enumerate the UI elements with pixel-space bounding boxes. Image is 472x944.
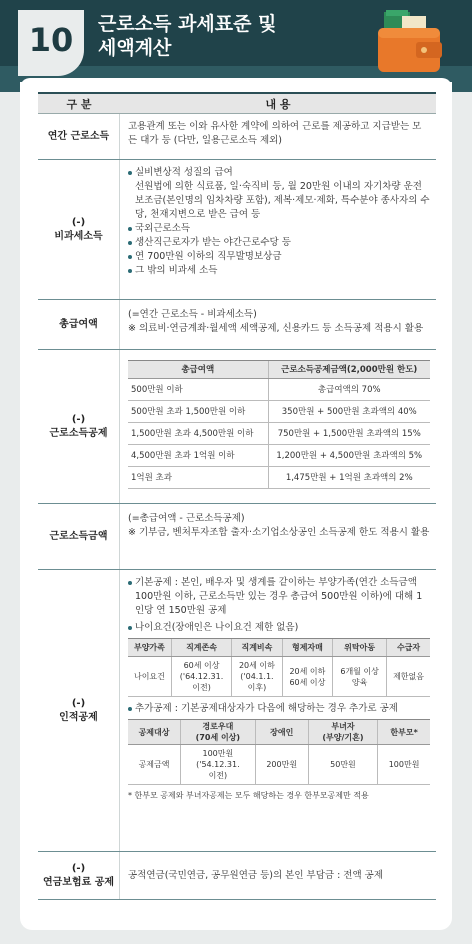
row-content: 고용관계 또는 이와 유사한 계약에 의하여 근로를 제공하고 지급받는 모든 대가 등 (다만, 일용근로소득 제외) <box>128 121 422 146</box>
row-label <box>38 350 120 503</box>
table-cell: 1,475만원 + 1억원 초과액의 2% <box>268 467 430 489</box>
header-category: 구 분 <box>66 97 92 111</box>
table-row <box>128 467 430 489</box>
table-cell: 750만원 + 1,500만원 초과액의 15% <box>268 423 430 445</box>
row-label: 연간 근로소득 <box>38 114 120 159</box>
table-cell: 350만원 + 500만원 초과액의 40% <box>268 401 430 423</box>
age-requirement-table <box>128 638 430 697</box>
column-header: 부양가족 <box>128 639 171 657</box>
table-header <box>38 92 436 114</box>
table-cell: 100만원 ('54.12.31. 이전) <box>181 745 256 785</box>
section-number: 10 <box>28 21 74 59</box>
label-text: 인적공제 <box>59 711 98 723</box>
table-cell: 500만원 초과 1,500만원 이하 <box>128 401 268 423</box>
content-note: ※ 의료비·연금계좌·월세액 세액공제, 신용카드 등 소득공제 적용시 활용 <box>128 323 424 334</box>
table-cell: 공제금액 <box>128 745 181 785</box>
row-content <box>120 570 436 851</box>
page-title-line2: 세액계산 <box>98 37 172 59</box>
content-line: (=총급여액 - 근로소득공제) <box>128 513 245 524</box>
label-prefix: (-) <box>71 862 86 874</box>
table-cell: 1,500만원 초과 4,500만원 이하 <box>128 423 268 445</box>
table-row <box>128 657 430 697</box>
label-text: 비과세소득 <box>54 230 103 242</box>
content-note: ※ 기부금, 벤처투자조합 출자·소기업소상공인 소득공제 한도 적용시 활용 <box>128 527 430 538</box>
row-content <box>120 350 436 503</box>
table-row <box>128 445 430 467</box>
section-number-badge <box>18 10 84 76</box>
wallet-icon <box>372 6 452 78</box>
row-label <box>38 570 120 851</box>
column-header: 직계존속 <box>171 639 231 657</box>
row-content: 공적연금(국민연금, 공무원연금 등)의 본인 부담금 : 전액 공제 <box>128 869 384 881</box>
table-row <box>128 745 430 785</box>
row-annual-income <box>38 114 436 160</box>
header-content: 내 용 <box>265 97 291 111</box>
row-content <box>120 300 436 349</box>
table-cell: 20세 이하 60세 이상 <box>282 657 333 697</box>
row-earned-income <box>38 504 436 570</box>
row-non-taxable <box>38 160 436 300</box>
table-cell: 1억원 초과 <box>128 467 268 489</box>
column-header: 부녀자 (부양/기혼) <box>308 720 377 745</box>
row-personal-deduction <box>38 570 436 852</box>
row-gross-pay <box>38 300 436 350</box>
table-cell: 제한없음 <box>387 657 430 697</box>
table-row <box>128 379 430 401</box>
column-header: 근로소득공제금액(2,000만원 한도) <box>268 361 430 379</box>
footnote: * 한부모 공제와 부녀자공제는 모두 해당하는 경우 한부모공제만 적용 <box>128 791 369 800</box>
list-item: 연 700만원 이하의 직무발명보상금 <box>128 250 430 264</box>
table-cell: 200만원 <box>255 745 308 785</box>
table-cell: 나이요건 <box>128 657 171 697</box>
label-text: 연금보험료 공제 <box>42 876 115 888</box>
column-header: 위탁아동 <box>333 639 387 657</box>
label-text: 근로소득공제 <box>49 427 108 439</box>
table-cell: 20세 이하 ('04.1.1. 이후) <box>232 657 283 697</box>
label-prefix: (-) <box>71 413 86 425</box>
list-item: 국외근로소득 <box>128 222 430 236</box>
column-header: 장애인 <box>255 720 308 745</box>
row-label: 총급여액 <box>38 300 120 349</box>
list-item-detail: 선원법에 의한 식료품, 일·숙직비 등, 월 20만원 이내의 자기차량 운전 보조금(본인명의 임차차량 포함), 제복·제모·제화, 특수분야 종사자의 수당, 천재지변으로 받은 급여 등 <box>135 181 430 220</box>
row-content <box>120 504 436 569</box>
row-label <box>38 852 120 899</box>
table-cell: 100만원 <box>378 745 430 785</box>
table-cell: 6개월 이상 양육 <box>333 657 387 697</box>
row-content <box>120 160 436 299</box>
table-cell: 총급여액의 70% <box>268 379 430 401</box>
list-item: 추가공제 : 기본공제대상자가 다음에 해당하는 경우 추가로 공제 <box>128 702 430 716</box>
content-line: (=연간 근로소득 - 비과세소득) <box>128 309 257 320</box>
table-cell: 500만원 이하 <box>128 379 268 401</box>
table-row <box>128 423 430 445</box>
column-header: 수급자 <box>387 639 430 657</box>
list-item: 생산직근로자가 받는 야간근로수당 등 <box>128 236 430 250</box>
column-header: 총급여액 <box>128 361 268 379</box>
table-cell: 4,500만원 초과 1억원 이하 <box>128 445 268 467</box>
page-title <box>98 12 276 60</box>
label-prefix: (-) <box>71 697 86 709</box>
table-cell: 60세 이상 ('64.12.31. 이전) <box>171 657 231 697</box>
deduction-table <box>128 360 430 489</box>
table-row <box>128 401 430 423</box>
page-title-line1: 근로소득 과세표준 및 <box>98 13 277 35</box>
column-header: 직계비속 <box>232 639 283 657</box>
list-item: 그 밖의 비과세 소득 <box>128 264 430 278</box>
table-cell: 50만원 <box>308 745 377 785</box>
list-item: 실비변상적 성질의 급여 <box>128 166 430 180</box>
row-label: 근로소득금액 <box>38 504 120 569</box>
row-earned-income-deduction <box>38 350 436 504</box>
additional-deduction-table <box>128 719 430 785</box>
column-header: 형제자매 <box>282 639 333 657</box>
row-pension-deduction <box>38 852 436 900</box>
column-header: 한부모* <box>378 720 430 745</box>
column-header: 공제대상 <box>128 720 181 745</box>
column-header: 경로우대 (70세 이상) <box>181 720 256 745</box>
table-cell: 1,200만원 + 4,500만원 초과액의 5% <box>268 445 430 467</box>
label-prefix: (-) <box>71 216 86 228</box>
list-item: 기본공제 : 본인, 배우자 및 생계를 같이하는 부양가족(연간 소득금액 100만원 이하, 근로소득만 있는 경우 총급여 500만원 이하)에 대해 1인당 연 150만원 공제 <box>128 576 430 618</box>
row-label <box>38 160 120 299</box>
list-item: 나이요건(장애인은 나이요건 제한 없음) <box>128 621 430 635</box>
tax-table <box>38 92 436 900</box>
